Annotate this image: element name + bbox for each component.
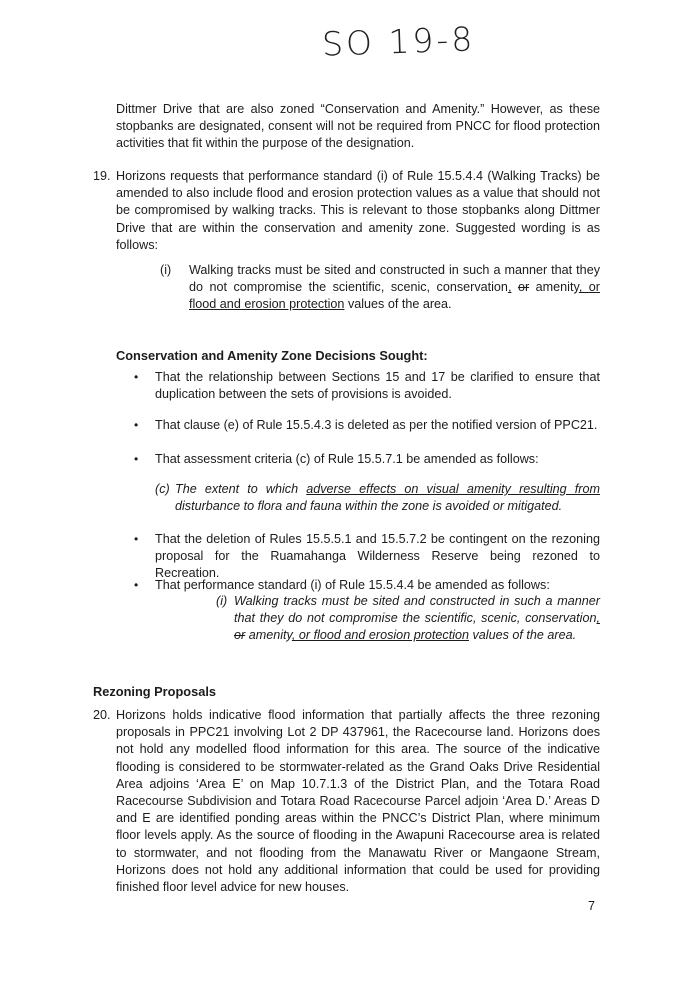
bullet-1-text: That the relationship between Sections 15 and 17 be clarified to ensure that duplication between the sets of provisions is avoided. — [155, 370, 600, 402]
paragraph-19-text: Horizons requests that performance standard (i) of Rule 15.5.4.4 (Walking Tracks) be amended to also include flood and erosion protection values as a value that should not be compromised by walking tracks. This is relevant to those stopbanks along Dittmer Drive that are within the conservation and amenity zone. Suggested wording is as follows: — [116, 169, 600, 252]
continuation-paragraph: Dittmer Drive that are also zoned “Conservation and Amenity.” However, as these stopbanks are designated, consent will not be required from PNCC for flood protection activities that fit within the purpose of the designation. — [116, 102, 600, 151]
bullet-2-text: That clause (e) of Rule 15.5.4.3 is deleted as per the notified version of PPC21. — [155, 418, 598, 432]
bullet-5-text: That performance standard (i) of Rule 15.5.4.4 be amended as follows: — [155, 578, 550, 592]
suggested-wording-quote: Walking tracks must be sited and constructed in such a manner that they do not compromise the scientific, scenic, conservation, or amenity, or flood and erosion protection values of the area. — [189, 263, 600, 312]
paragraph-19-number: 19. — [93, 169, 111, 183]
quote-marker: (i) — [160, 263, 172, 277]
decisions-heading: Conservation and Amenity Zone Decisions Sought: — [116, 348, 428, 363]
standard-i-marker: (i) — [216, 594, 228, 608]
criteria-c-quote: The extent to which adverse effects on visual amenity resulting from disturbance to flora and fauna within the zone is avoided or mitigated. — [175, 482, 600, 514]
handwritten-reference-stamp: SO 19-8 — [321, 19, 476, 64]
bullet-4-symbol: • — [134, 532, 139, 546]
bullet-3-symbol: • — [134, 452, 139, 466]
rezoning-heading: Rezoning Proposals — [93, 684, 217, 699]
criteria-c-marker: (c) — [155, 482, 170, 496]
bullet-5-symbol: • — [134, 578, 139, 592]
standard-i-quote: Walking tracks must be sited and constructed in such a manner that they do not compromise the scientific, scenic, conservation, or amenity, or flood and erosion protection values of the area. — [234, 594, 600, 643]
bullet-1-symbol: • — [134, 370, 139, 384]
bullet-4-text: That the deletion of Rules 15.5.5.1 and 15.5.7.2 be contingent on the rezoning proposal for the Ruamahanga Wilderness Reserve being rezoned to Recreation. — [155, 532, 600, 581]
bullet-3-text: That assessment criteria (c) of Rule 15.5.7.1 be amended as follows: — [155, 452, 539, 466]
bullet-2-symbol: • — [134, 418, 139, 432]
paragraph-20-text: Horizons holds indicative flood information that partially affects the three rezoning proposals in PPC21 involving Lot 2 DP 437961, the Racecourse land. Horizons does not hold any modelled flood information for this area. The source of the indicative flooding is considered to be stormwater-related as the Grand Oaks Drive Residential Area adjoins ‘Area E’ on Map 10.7.1.3 of the District Plan, and the Totara Road Racecourse Subdivision and Totara Road Racecourse Parcel adjoin ‘Area D.’ Areas D and E are identified ponding areas within the PNCC’s District Plan, where minimum floor levels apply. As the source of flooding in the Awapuni Racecourse area is related to stormwater, and not flooding from the Manawatu River or Mangaone Stream, Horizons does not hold any additional information that could be used for providing finished floor level advice for new houses. — [116, 708, 600, 895]
page-number: 7 — [588, 899, 596, 913]
paragraph-20-number: 20. — [93, 708, 111, 722]
